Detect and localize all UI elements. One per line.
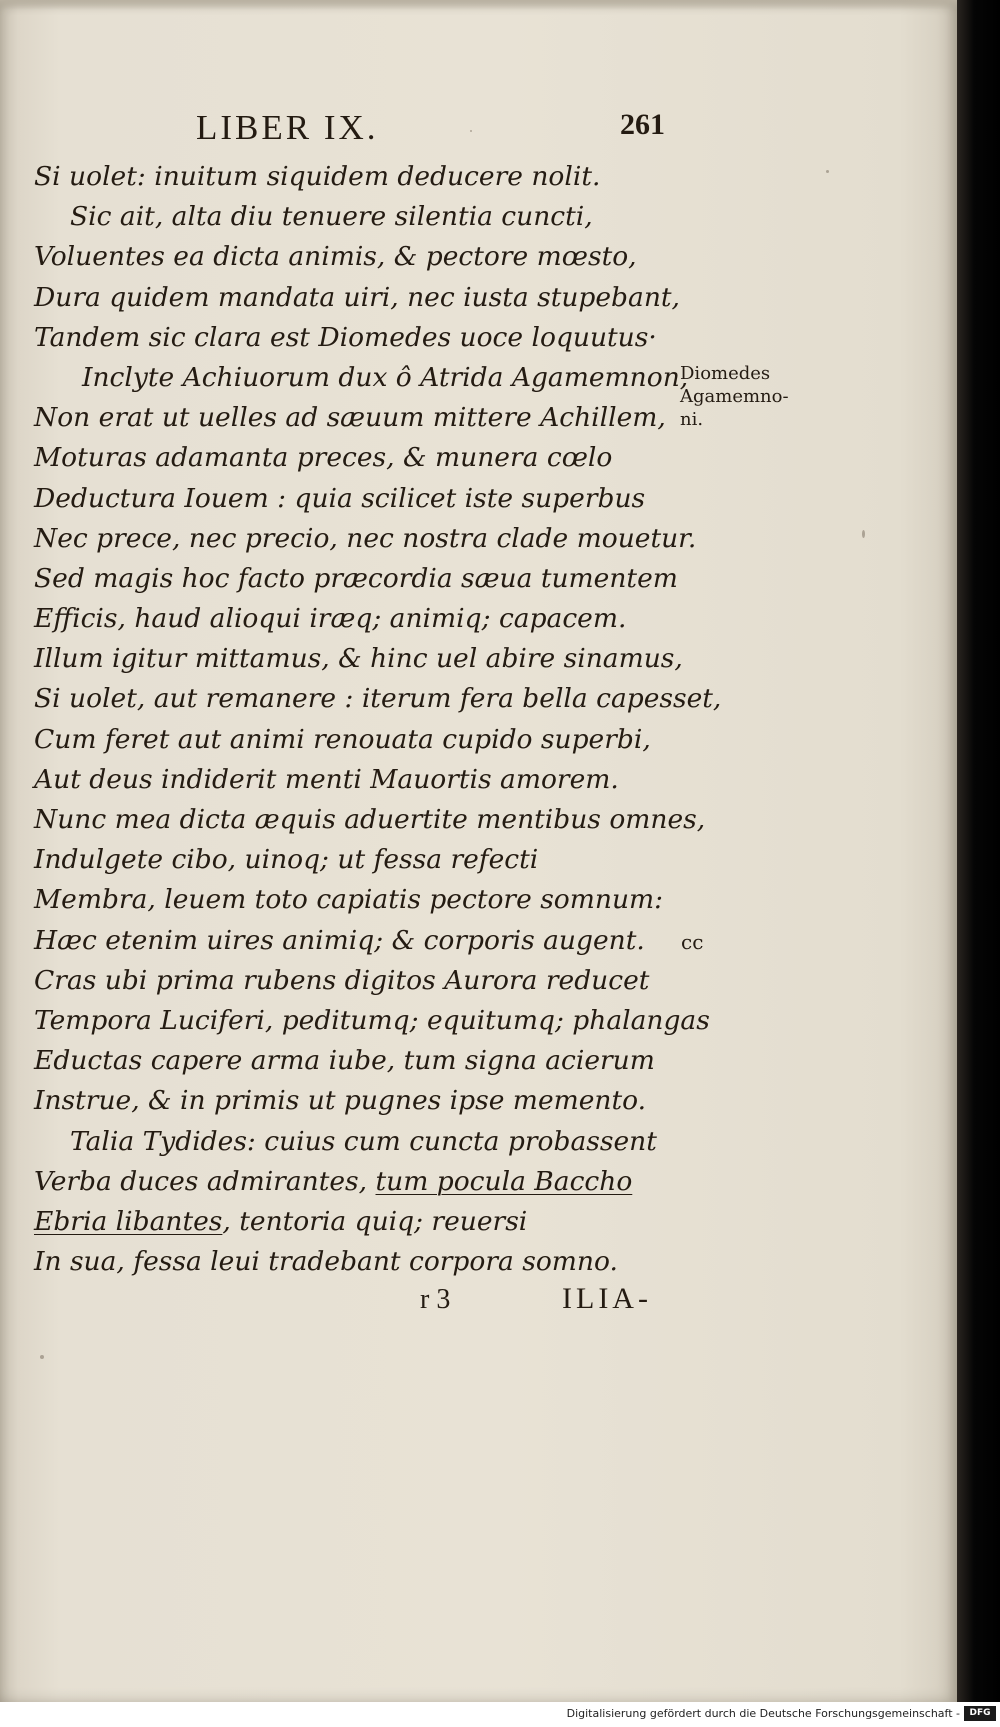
verse-line: Cras ubi prima rubens digitos Aurora reducet	[34, 964, 650, 996]
verse-line: Voluentes ea dicta animis, & pectore mœsto,	[34, 241, 637, 273]
verse-text	[34, 157, 722, 1282]
signature-mark: r 3	[420, 1284, 451, 1315]
running-head	[190, 108, 710, 152]
page-top-edge	[0, 0, 957, 10]
verse-line: Instrue, & in primis ut pugnes ipse memento.	[34, 1085, 647, 1117]
verse-line: Deductura Iouem : quia scilicet iste superbus	[34, 482, 646, 514]
verse-line: Si uolet, aut remanere : iterum fera bella capesset,	[34, 683, 722, 715]
verse-line	[34, 1202, 684, 1242]
marginal-note-line: Agamemno-	[680, 386, 789, 407]
verse-line: Hæc etenim uires animiq; & corporis augent.	[34, 924, 645, 956]
scan-background	[957, 0, 1000, 1702]
verse-line: Moturas adamanta preces, & munera cœlo	[34, 442, 613, 474]
funding-credit: Digitalisierung gefördert durch die Deutsche Forschungsgemeinschaft -	[566, 1707, 960, 1720]
page-number: 261	[620, 108, 665, 141]
verse-line: Sic ait, alta diu tenuere silentia cuncti,	[70, 201, 593, 233]
marginal-note-line: ni.	[680, 409, 704, 430]
verse-line: Non erat ut uelles ad sæuum mittere Achillem,	[34, 402, 666, 434]
verse-line: Tandem sic clara est Diomedes uoce loquutus·	[34, 321, 657, 353]
verse-line: Inclyte Achiuorum dux ô Atrida Agamemnon,	[82, 361, 689, 393]
marginal-note	[680, 362, 820, 431]
verse-segment: Verba duces admirantes,	[34, 1165, 376, 1197]
verse-line: Sed magis hoc facto præcordia sæua tumentem	[34, 562, 678, 594]
underlined-segment: Ebria libantes	[34, 1205, 223, 1237]
footer-bar	[0, 1702, 1000, 1727]
verse-line: Tempora Luciferi, peditumq; equitumq; phalangas	[34, 1004, 710, 1036]
underlined-segment: tum pocula Baccho	[375, 1165, 633, 1197]
paper-speck	[40, 1355, 44, 1359]
verse-line: Cum feret aut animi renouata cupido superbi,	[34, 723, 651, 755]
verse-line: Nunc mea dicta æquis aduertite mentibus omnes,	[34, 804, 706, 835]
verse-line: Nec prece, nec precio, nec nostra clade mouetur.	[34, 522, 697, 554]
running-head-title: LIBER IX.	[196, 108, 379, 147]
verse-line: Aut deus indiderit menti Mauortis amorem.	[34, 763, 619, 795]
verse-segment: , tentoria quiq; reuersi	[222, 1205, 528, 1237]
verse-line: In sua, fessa leui tradebant corpora somno.	[34, 1246, 618, 1278]
verse-line: Indulgete cibo, uinoq; ut fessa refecti	[34, 844, 539, 876]
catchword: ILIA-	[562, 1282, 652, 1315]
verse-line: Si uolet: inuitum siquidem deducere nolit.	[34, 161, 601, 192]
verse-line: Efficis, haud alioqui iræq; animiq; capacem.	[34, 603, 627, 635]
verse-line: Illum igitur mittamus, & hinc uel abire sinamus,	[34, 643, 683, 675]
dfg-logo: DFG	[964, 1706, 996, 1721]
marginal-quote-mark: cc	[681, 930, 704, 954]
verse-line: Eductas capere arma iube, tum signa acierum	[34, 1045, 655, 1077]
marginal-note-line: Diomedes	[680, 363, 771, 384]
verse-line	[34, 1162, 684, 1202]
verse-line: Talia Tydides: cuius cum cuncta probassent	[70, 1125, 657, 1157]
verse-line: Dura quidem mandata uiri, nec iusta stupebant,	[34, 281, 680, 313]
paper-speck	[862, 530, 865, 538]
paper-speck	[826, 170, 829, 173]
verse-line: Membra, leuem toto capiatis pectore somnum:	[34, 884, 664, 916]
